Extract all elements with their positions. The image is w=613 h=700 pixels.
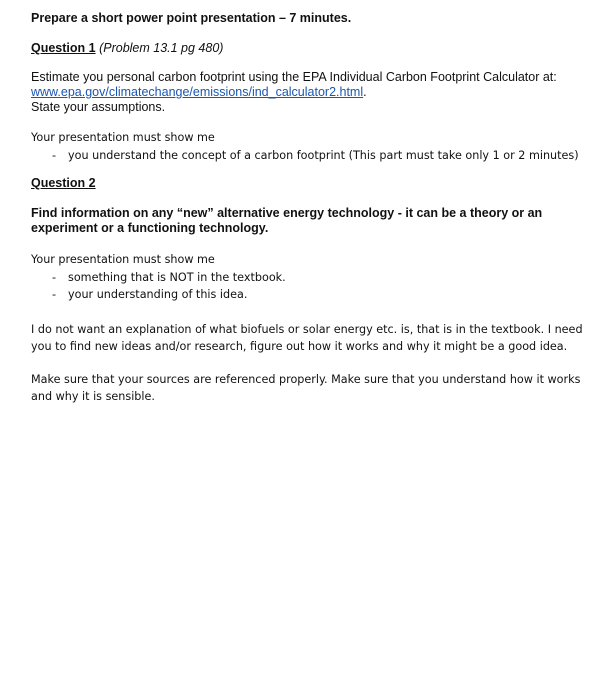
question1-heading: Question 1	[31, 41, 96, 55]
question1-assumptions: State your assumptions.	[31, 100, 166, 114]
link-suffix: .	[363, 85, 367, 99]
dash-marker: -	[52, 288, 57, 301]
list-item	[31, 269, 591, 287]
dash-marker: -	[52, 270, 57, 284]
question2-presentation-block	[31, 251, 591, 304]
dash-marker: -	[52, 148, 57, 162]
question2-paragraph-2: Make sure that your sources are referenced properly. Make sure that you understand how it works and why it is sensible.	[31, 372, 581, 403]
list-item	[31, 147, 591, 165]
question2-bullet-list	[31, 269, 591, 304]
question2-show-intro: Your presentation must show me	[31, 253, 215, 266]
page-title: Prepare a short power point presentation – 7 minutes.	[31, 11, 352, 25]
document-page	[31, 11, 591, 406]
question1-heading-line	[31, 41, 591, 56]
question1-bullet-list	[31, 147, 591, 165]
question1-instruction: Estimate you personal carbon footprint using the EPA Individual Carbon Footprint Calculator at:	[31, 70, 557, 84]
question2-heading: Question 2	[31, 176, 96, 190]
question1-reference: (Problem 13.1 pg 480)	[99, 41, 224, 55]
question2-instruction: Find information on any “new” alternative energy technology - it can be a theory or an experiment or a functioning technology.	[31, 206, 543, 235]
question1-show-intro: Your presentation must show me	[31, 131, 215, 144]
question1-presentation-block	[31, 129, 591, 164]
calculator-link-line	[31, 85, 591, 100]
question2-paragraph-1: I do not want an explanation of what biofuels or solar energy etc. is, that is in the textbook. I need you to find new ideas and/or research, figure out how it works and why it might be a good idea.	[31, 322, 583, 353]
question1-bullet-text: you understand the concept of a carbon footprint (This part must take only 1 or 2 minutes)	[68, 148, 579, 162]
list-item	[31, 286, 591, 304]
question2-bullet-text: your understanding of this idea.	[68, 288, 248, 301]
calculator-link[interactable]: www.epa.gov/climatechange/emissions/ind_calculator2.html	[31, 85, 364, 99]
question2-bullet-text: something that is NOT in the textbook.	[68, 270, 286, 284]
question1-instruction-block	[31, 70, 591, 115]
